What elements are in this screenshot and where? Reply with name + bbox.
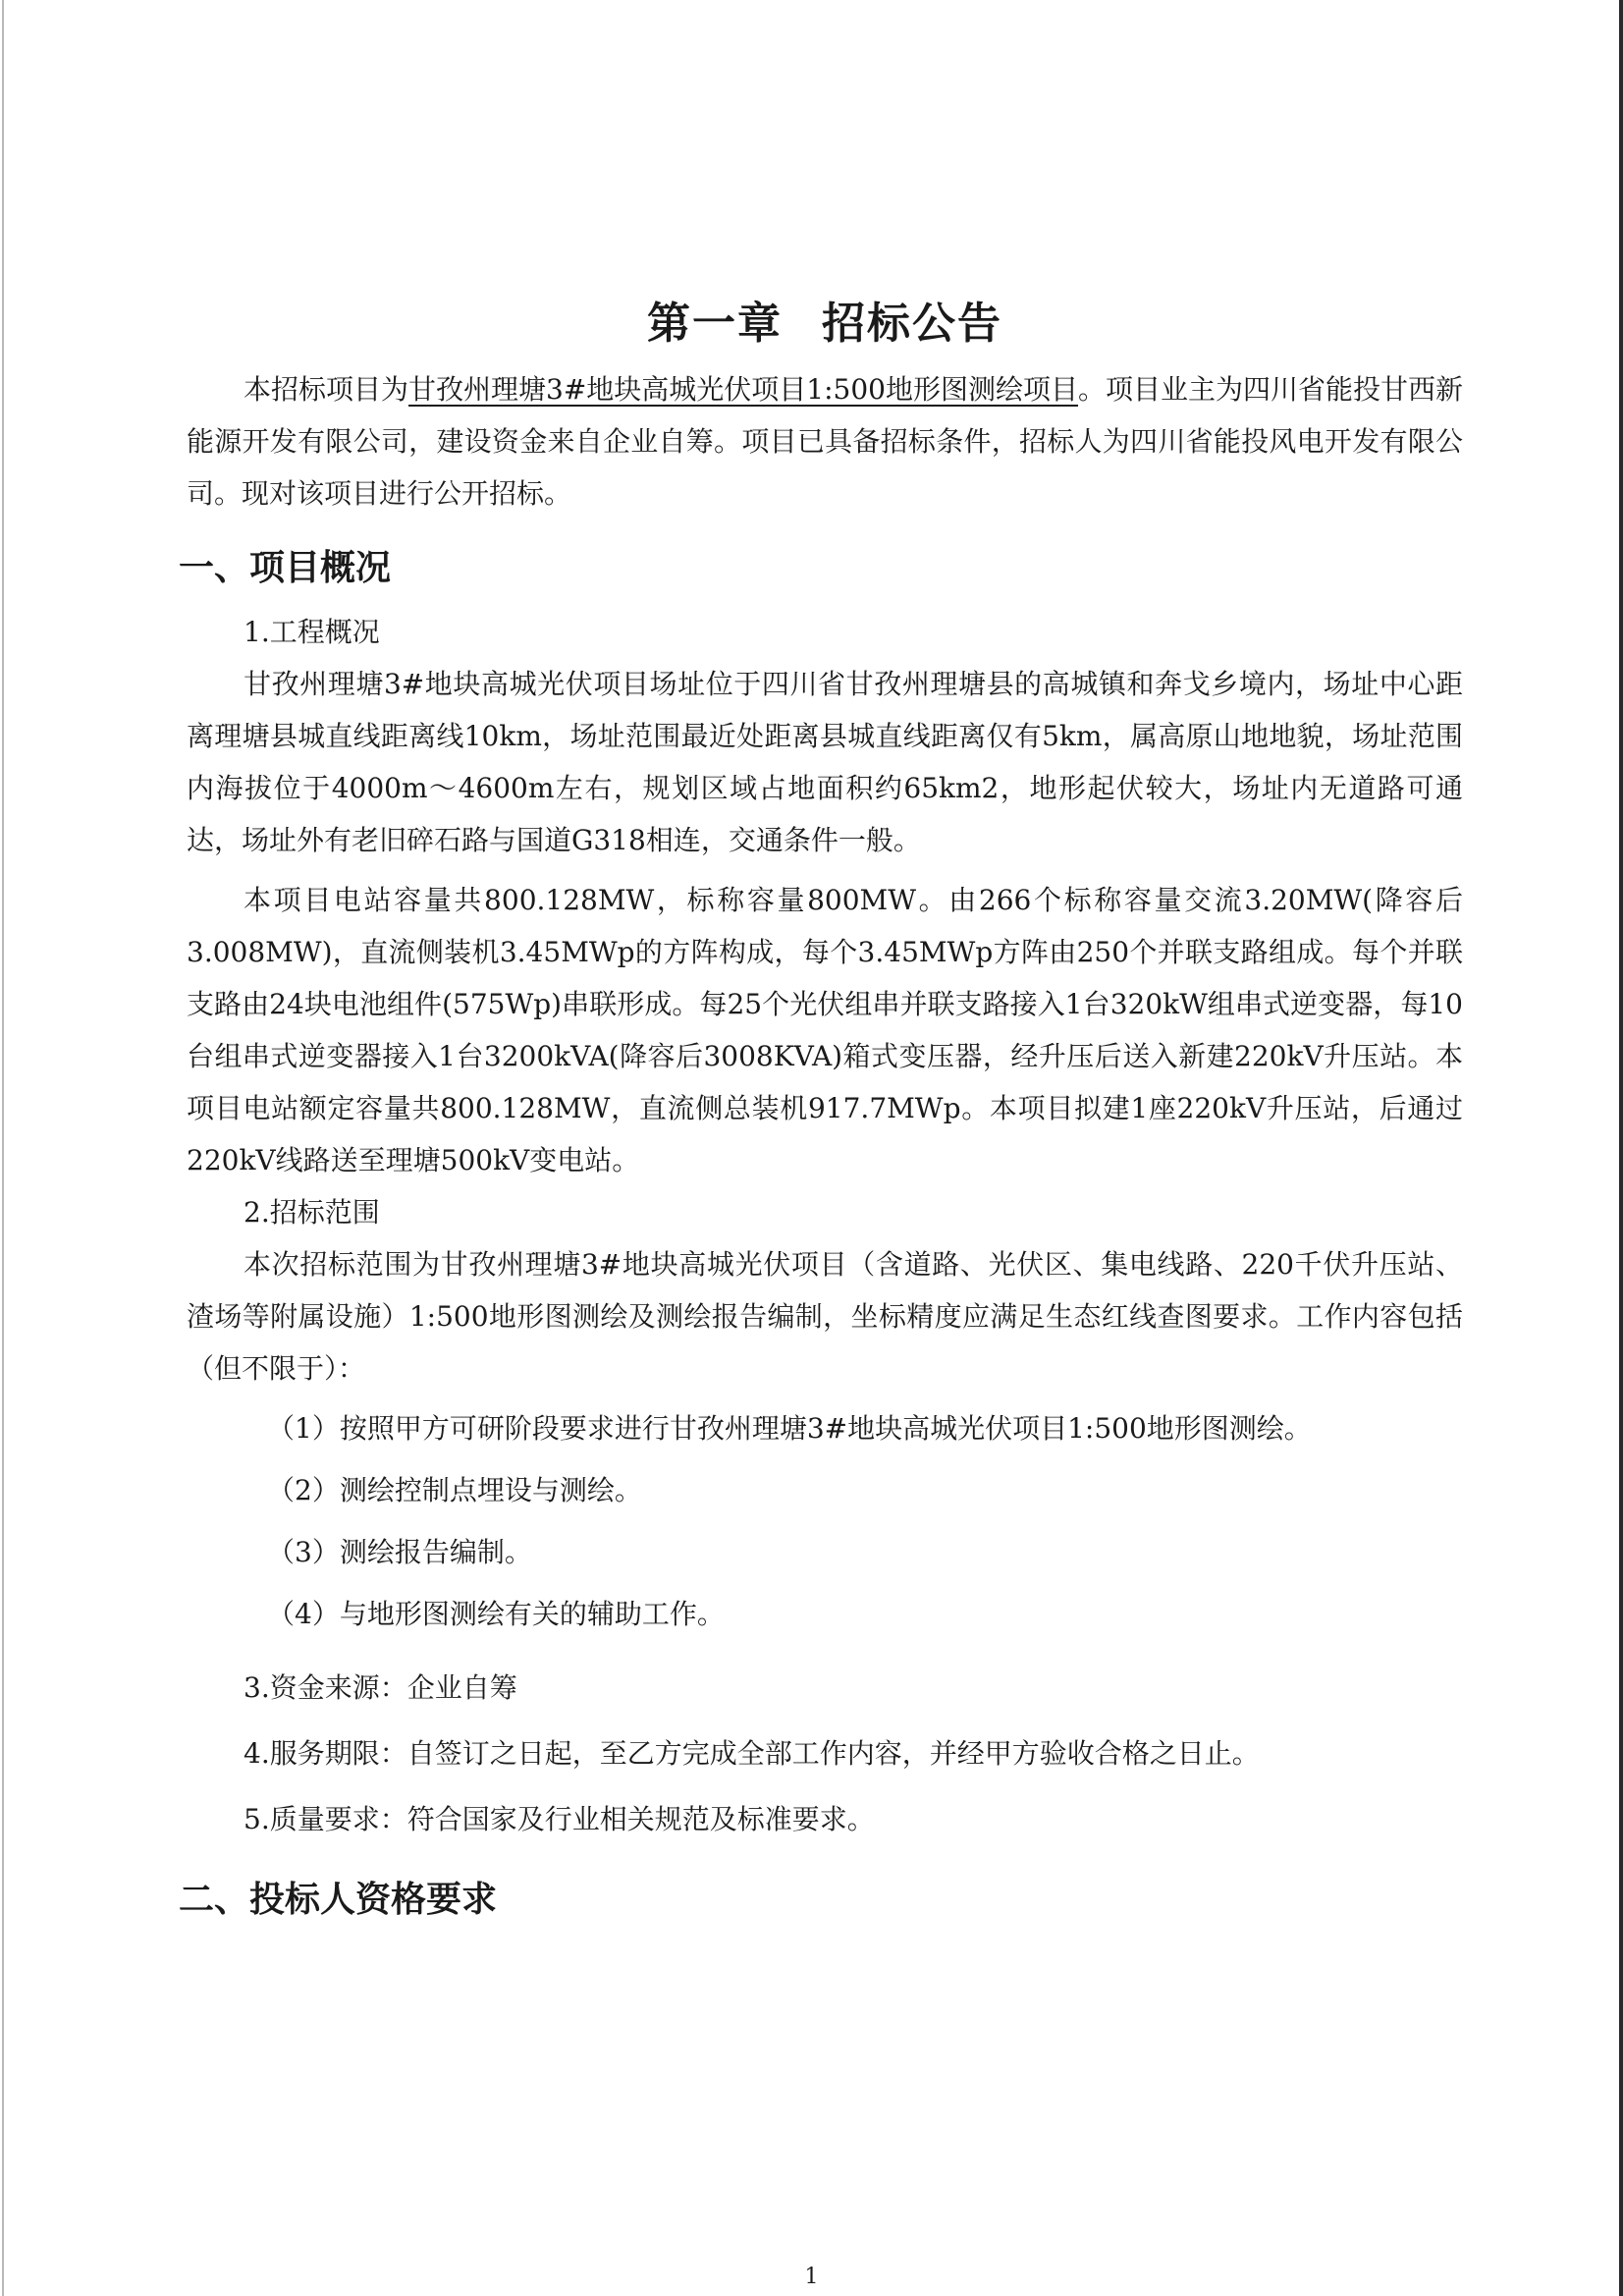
scope-item-2: （2）测绘控制点埋设与测绘。 xyxy=(267,1474,642,1506)
page-edge-right xyxy=(1619,0,1623,2296)
project-name-underlined: 甘孜州理塘3#地块高城光伏项目1:500地形图测绘项目 xyxy=(408,373,1078,406)
chapter-title xyxy=(187,295,1463,354)
scope-item-1: （1）按照甲方可研阶段要求进行甘孜州理塘3#地块高城光伏项目1:500地形图测绘。 xyxy=(267,1412,1312,1445)
capacity-paragraph: 本项目电站容量共800.128MW，标称容量800MW。由266个标称容量交流3.20MW(降容后3.008MW)，直流侧装机3.45MWp的方阵构成，每个3.45MWp方阵由250个并联支路组成。每个并联支路由24块电池组件(575Wp)串联形成。每25个光伏组串并联支路接入1台320kW组串式逆变器，每10台组串式逆变器接入1台3200kVA(降容后3008KVA)箱式变压器，经升压后送入新建220kV升压站。本项目电站额定容量共800.128MW，直流侧总装机917.7MWp。本项目拟建1座220kV升压站，后通过220kV线路送至理塘500kV变电站。 xyxy=(187,884,1463,1176)
scope-item-3: （3）测绘报告编制。 xyxy=(267,1536,532,1568)
section-heading-overview: 一、项目概况 xyxy=(179,548,392,588)
intro-suffix: 。项目业主为四川省能投甘西新能源开发有限公司，建设资金来自企业自筹。项目已具备招标条件，招标人为四川省能投风电开发有限公司。现对该项目进行公开招标。 xyxy=(187,373,1464,510)
quality-requirement: 5.质量要求：符合国家及行业相关规范及标准要求。 xyxy=(243,1803,875,1835)
bidding-scope-paragraph: 本次招标范围为甘孜州理塘3#地块高城光伏项目（含道路、光伏区、集电线路、220千伏升压站、渣场等附属设施）1:500地形图测绘及测绘报告编制，坐标精度应满足生态红线查图要求。工作内容包括（但不限于）： xyxy=(187,1248,1463,1385)
scope-item-4: （4）与地形图测绘有关的辅助工作。 xyxy=(267,1598,725,1630)
page-edge-left xyxy=(2,0,4,2296)
funding-source: 3.资金来源：企业自筹 xyxy=(243,1671,517,1704)
intro-paragraph xyxy=(187,363,1463,519)
engineering-overview-paragraph: 甘孜州理塘3#地块高城光伏项目场址位于四川省甘孜州理塘县的高城镇和奔戈乡境内，场址中心距离理塘县城直线距离线10km，场址范围最近处距离县城直线距离仅有5km，属高原山地地貌，场址范围内海拔位于4000m～4600m左右，规划区域占地面积约65km2，地形起伏较大，场址内无道路可通达，场址外有老旧碎石路与国道G318相连，交通条件一般。 xyxy=(187,668,1463,856)
chapter-number: 第一章 xyxy=(647,299,783,349)
intro-prefix: 本招标项目为 xyxy=(243,373,409,406)
subheading-bidding-scope: 2.招标范围 xyxy=(243,1196,380,1229)
subheading-engineering-overview: 1.工程概况 xyxy=(243,616,380,648)
chapter-name: 招标公告 xyxy=(822,299,1002,349)
service-period: 4.服务期限：自签订之日起，至乙方完成全部工作内容，并经甲方验收合格之日止。 xyxy=(243,1737,1260,1770)
section-heading-bidder-qualification: 二、投标人资格要求 xyxy=(179,1880,498,1920)
document-body xyxy=(179,295,1464,1938)
page-number: 1 xyxy=(804,2265,819,2289)
